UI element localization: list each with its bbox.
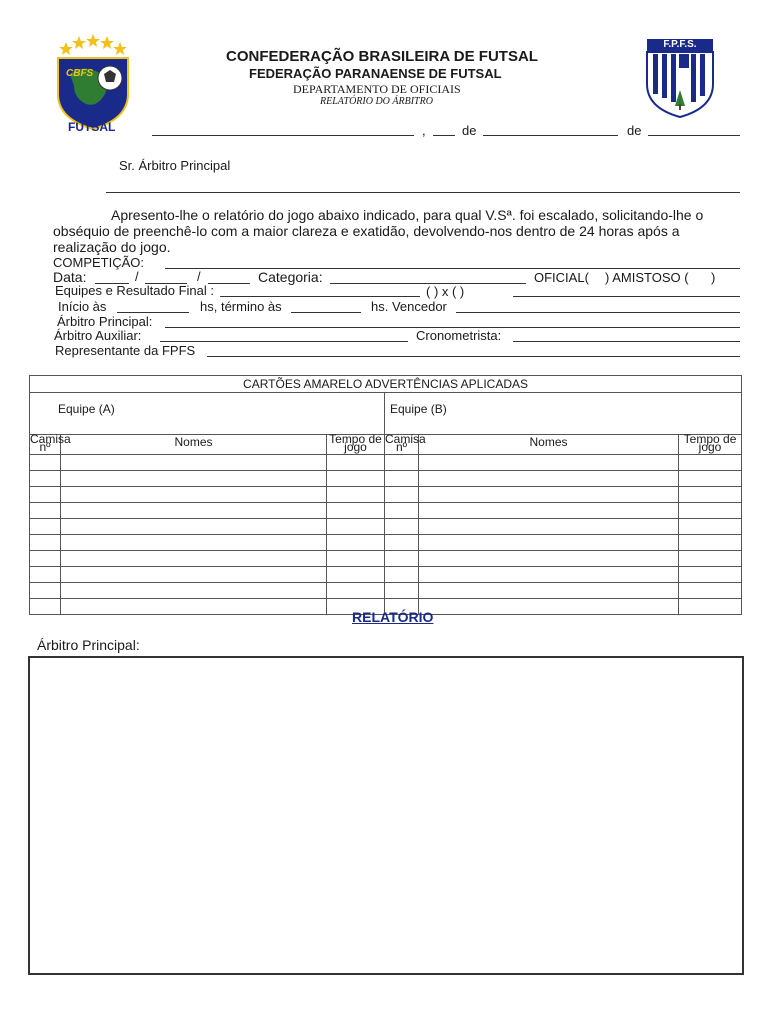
tempo-b-cell[interactable]	[679, 519, 742, 535]
tempo-a-cell[interactable]	[327, 503, 385, 519]
cbfs-logo	[52, 34, 134, 136]
table-row	[30, 503, 742, 519]
equipes-field[interactable]	[220, 296, 420, 297]
camisa-a-cell[interactable]	[30, 535, 61, 551]
tempo-a-cell[interactable]	[327, 535, 385, 551]
header-federacao: FEDERAÇÃO PARANAENSE DE FUTSAL	[249, 66, 502, 81]
table-row	[30, 519, 742, 535]
day-field[interactable]	[433, 135, 455, 136]
arbitro-name-field[interactable]	[106, 192, 740, 193]
camisa-a-header: Camisa nº	[30, 432, 71, 454]
header-relatorio-arbitro: RELATÓRIO DO ÁRBITRO	[320, 96, 433, 107]
camisa-b-header: Camisa nº	[385, 432, 426, 454]
relatorio-title: RELATÓRIO	[352, 609, 434, 625]
nome-a-cell[interactable]	[61, 583, 327, 599]
tempo-b-header: Tempo de jogo	[679, 435, 742, 455]
nome-b-cell[interactable]	[419, 551, 679, 567]
tempo-b-cell[interactable]	[679, 503, 742, 519]
date-de-2: de	[627, 123, 642, 138]
camisa-a-cell[interactable]	[30, 471, 61, 487]
vencedor-label: hs. Vencedor	[371, 299, 447, 314]
cards-table	[29, 375, 742, 615]
tempo-a-cell[interactable]	[327, 455, 385, 471]
nome-b-cell[interactable]	[419, 583, 679, 599]
tempo-b-cell[interactable]	[679, 471, 742, 487]
nome-b-cell[interactable]	[419, 471, 679, 487]
cbfs-badge-text: CBFS	[66, 68, 94, 79]
equipe-b-field[interactable]	[513, 296, 740, 297]
representante-label: Representante da FPFS	[55, 343, 196, 358]
equipes-label: Equipes e Resultado Final :	[55, 283, 214, 298]
representante-field[interactable]	[207, 356, 740, 357]
nome-a-cell[interactable]	[61, 519, 327, 535]
tempo-a-cell[interactable]	[327, 471, 385, 487]
table-row	[30, 455, 742, 471]
table-row	[30, 583, 742, 599]
tempo-b-cell[interactable]	[679, 535, 742, 551]
nome-b-cell[interactable]	[419, 519, 679, 535]
nome-a-cell[interactable]	[61, 535, 327, 551]
fpfs-logo	[645, 38, 715, 118]
camisa-a-cell[interactable]	[30, 599, 61, 615]
arbitro-auxiliar-label: Árbitro Auxiliar:	[54, 328, 142, 343]
camisa-a-cell[interactable]	[30, 503, 61, 519]
card-rows	[30, 455, 742, 615]
nome-a-cell[interactable]	[61, 503, 327, 519]
camisa-b-cell[interactable]	[385, 551, 419, 567]
team-b-label: Equipe (B)	[385, 393, 742, 435]
date-de-1: de	[462, 123, 477, 138]
salutation: Sr. Árbitro Principal	[119, 158, 231, 173]
table-row	[30, 471, 742, 487]
score-fields[interactable]: ( ) x ( )	[426, 284, 465, 299]
camisa-b-cell[interactable]	[385, 471, 419, 487]
tempo-b-cell[interactable]	[679, 551, 742, 567]
tempo-b-cell[interactable]	[679, 567, 742, 583]
competicao-label: COMPETIÇÃO:	[53, 255, 145, 270]
cronometrista-label: Cronometrista:	[416, 328, 502, 343]
stars-icon	[59, 34, 127, 55]
tempo-a-cell[interactable]	[327, 519, 385, 535]
camisa-a-cell[interactable]	[30, 583, 61, 599]
vencedor-field[interactable]	[456, 312, 740, 313]
table-row	[30, 487, 742, 503]
tempo-a-cell[interactable]	[327, 551, 385, 567]
arbitro-auxiliar-field[interactable]	[160, 341, 408, 342]
nome-b-cell[interactable]	[419, 455, 679, 471]
categoria-label: Categoria:	[258, 269, 323, 285]
relatorio-textarea[interactable]	[28, 656, 744, 975]
termino-label: hs, término às	[200, 299, 282, 314]
nome-b-cell[interactable]	[419, 487, 679, 503]
amistoso-label: ) AMISTOSO (	[605, 270, 689, 285]
month-field[interactable]	[483, 135, 618, 136]
camisa-a-cell[interactable]	[30, 455, 61, 471]
nomes-a-header: Nomes	[61, 435, 327, 455]
nome-b-cell[interactable]	[419, 599, 679, 615]
table-row	[30, 551, 742, 567]
camisa-b-cell[interactable]	[385, 567, 419, 583]
nome-a-cell[interactable]	[61, 599, 327, 615]
table-row	[30, 535, 742, 551]
nome-a-cell[interactable]	[61, 487, 327, 503]
nome-b-cell[interactable]	[419, 567, 679, 583]
intro-paragraph: Apresento-lhe o relatório do jogo abaixo indicado, para qual V.Sª. foi escalado, solicitando-lhe o obséquio de preenchê-lo com a maior clareza e exatidão, devolvendo-nos dentro de 24 horas após a realização do jogo.	[53, 207, 704, 255]
camisa-b-cell[interactable]	[385, 535, 419, 551]
nome-a-cell[interactable]	[61, 471, 327, 487]
header-departamento: DEPARTAMENTO DE OFICIAIS	[293, 82, 461, 96]
year-field[interactable]	[648, 135, 740, 136]
inicio-label: Início às	[58, 299, 107, 314]
data-year-field[interactable]	[208, 283, 250, 284]
tempo-a-cell[interactable]	[327, 487, 385, 503]
oficial-label: OFICIAL(	[534, 270, 589, 285]
nomes-b-header: Nomes	[419, 435, 679, 455]
city-field[interactable]	[152, 135, 414, 136]
arbitro-principal-label: Árbitro Principal:	[57, 314, 153, 329]
table-row	[30, 567, 742, 583]
camisa-a-cell[interactable]	[30, 519, 61, 535]
inicio-field[interactable]	[117, 312, 189, 313]
camisa-b-cell[interactable]	[385, 455, 419, 471]
futsal-logo-text: FUTSAL	[68, 120, 116, 134]
camisa-b-cell[interactable]	[385, 583, 419, 599]
cronometrista-field[interactable]	[513, 341, 740, 342]
tempo-a-cell[interactable]	[327, 583, 385, 599]
nome-a-cell[interactable]	[61, 551, 327, 567]
nome-a-cell[interactable]	[61, 567, 327, 583]
data-slash-1: /	[135, 269, 139, 284]
camisa-a-cell[interactable]	[30, 567, 61, 583]
team-a-label: Equipe (A)	[30, 393, 385, 435]
nome-b-cell[interactable]	[419, 503, 679, 519]
termino-field[interactable]	[291, 312, 361, 313]
nome-b-cell[interactable]	[419, 535, 679, 551]
competicao-field[interactable]	[165, 268, 740, 269]
tempo-b-cell[interactable]	[679, 599, 742, 615]
tempo-b-cell[interactable]	[679, 455, 742, 471]
header-confederacao: CONFEDERAÇÃO BRASILEIRA DE FUTSAL	[226, 48, 538, 65]
tempo-b-cell[interactable]	[679, 487, 742, 503]
camisa-b-cell[interactable]	[385, 503, 419, 519]
camisa-a-cell[interactable]	[30, 487, 61, 503]
nome-a-cell[interactable]	[61, 455, 327, 471]
camisa-b-cell[interactable]	[385, 519, 419, 535]
tempo-b-cell[interactable]	[679, 583, 742, 599]
amistoso-close: )	[711, 270, 716, 285]
relatorio-arbitro-label: Árbitro Principal:	[37, 637, 140, 653]
camisa-b-cell[interactable]	[385, 487, 419, 503]
date-comma: ,	[422, 123, 426, 138]
data-label: Data:	[53, 269, 87, 285]
tempo-a-cell[interactable]	[327, 567, 385, 583]
data-slash-2: /	[197, 269, 201, 284]
tempo-a-header: Tempo de jogo	[327, 435, 385, 455]
camisa-a-cell[interactable]	[30, 551, 61, 567]
cards-table-title: CARTÕES AMARELO ADVERTÊNCIAS APLICADAS	[30, 376, 742, 393]
fpfs-logo-text: F.P.F.S.	[663, 39, 697, 50]
